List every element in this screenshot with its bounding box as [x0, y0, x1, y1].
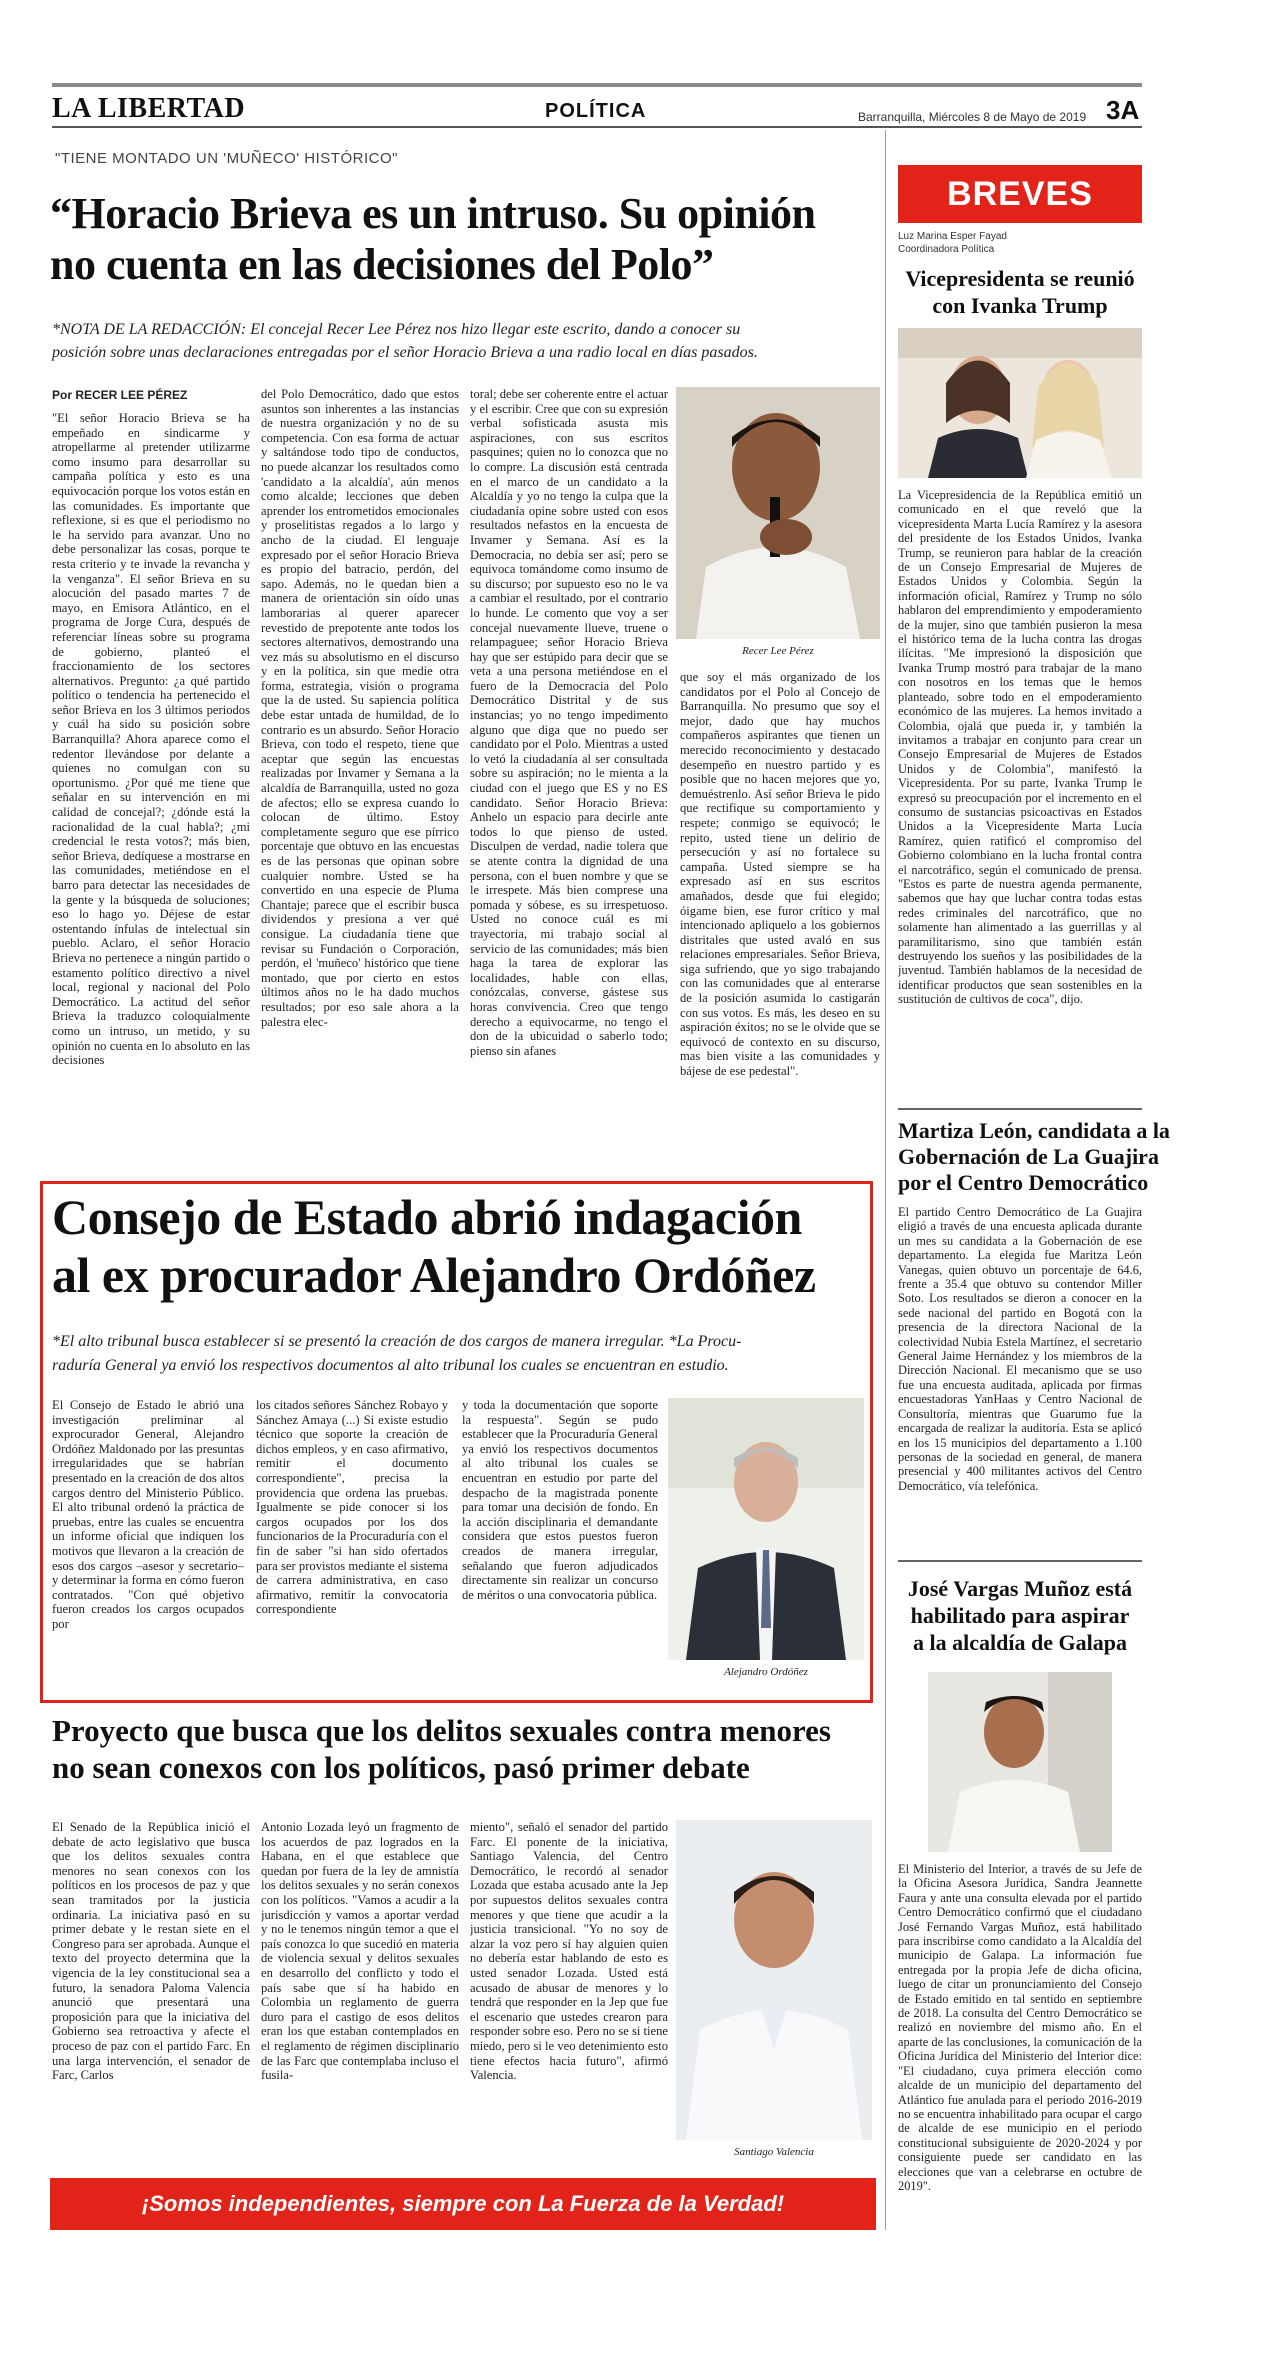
header-rule — [52, 126, 1142, 128]
breve2-headline — [898, 1118, 1170, 1196]
breve2-headline-line: Martiza León, candidata a la — [898, 1118, 1170, 1143]
recer-lee-portrait-icon — [676, 387, 880, 639]
page-number: 3A — [1106, 95, 1140, 125]
breve3-headline — [898, 1575, 1142, 1656]
breve2-body: El partido Centro Democrático de La Guajira eligió a través de una encuesta aplicada durante un mes su candidata a la Gobernación de ese departamento. La elegida fue Maritza León Vanegas, quien obtuvo un porcentaje de 64.6, frente a 35.4 que obtuvo su contendor Miller Soto. Los resultados se dieron a conocer en la sede nacional del partido en Bogotá con la presencia de la directora Nacional de la colectividad Nubia Estela Martínez, el secretario General Jaime Hernández y los miembros de la Dirección Nacional. El mecanismo que se uso fue una encuesta auditada, aplicada por firmas encuestadoras YanHaas y Centro Nacional de Consultoría, mientras que Guarumo fue la encargada de realizar la auditoría. Esta se aplicó en los 15 municipios del departamento a 1.100 personas de la sociedad en general, de manera presencial y 400 militantes activos del Centro Democrático, vía telefónica. — [898, 1205, 1142, 1493]
ordonez-caption: Alejandro Ordóñez — [724, 1666, 808, 1678]
breves-editor-role: Coordinadora Política — [898, 244, 995, 255]
main-kicker: "TIENE MONTADO UN 'MUÑECO' HISTÓRICO" — [55, 150, 398, 167]
breve1-headline — [898, 265, 1142, 319]
main-deck — [52, 318, 882, 364]
ivanka-photo — [898, 328, 1142, 478]
main-headline — [50, 188, 880, 290]
breve-rule-2 — [898, 1560, 1142, 1562]
ordonez-photo — [668, 1398, 864, 1660]
jose-vargas-photo — [928, 1672, 1112, 1852]
boxed-col-3: y toda la documentación que soporte la respuesta". Según se pudo establecer que la Procuraduría General ya envió los respectivos documentos al alto tribunal los cuales se encuentran en estudio por parte del despacho de la magistrada ponente para tomar una decisión de fondo. En la acción disciplinaria el demandante considera que estos puestos fueron creados de manera irregular, señalando que fueron adjudicados directamente sin realizar un concurso de méritos o una convocatoria pública. — [462, 1398, 658, 1602]
main-col-4: que soy el más organizado de los candidatos por el Polo al Concejo de Barranquilla. No presumo que soy el mejor, dado que hay muchos compañeros aspirantes que tienen un merecido reconocimiento y destacado desempeño en nuestro partido y es posible que no hacen mejores que yo, demuéstrenlo. Así señor Brieva le pido que rectifique su comportamiento y respete; conmigo se equivocó; le repito, usted tiene un delirio de persecución y así no fortalece su campaña. Usted siempre se ha expresado así en sus escritos amañados, desde que fui elegido; óigame bien, ese furor crítico y mal intencionado apliquelo a los gobiernos distritales que usted avaló en sus relaciones empresariales. Señor Brieva, siga sufriendo, que yo sigo trabajando con las comunidades que al enterarse de la posición asumida lo castigarán con sus votos. Es más, les deseo en su aspiración éxitos; no se le olvide que se equivocó de contexto en su discurso, mas bien visite a las comunidades y bájese de ese pedestal". — [680, 670, 880, 1079]
top-rule — [52, 83, 1142, 87]
breve3-headline-line: José Vargas Muñoz está — [907, 1576, 1133, 1601]
breve2-headline-line: por el Centro Democrático — [898, 1170, 1149, 1195]
santiago-valencia-portrait-icon — [676, 1820, 872, 2140]
breve3-body: El Ministerio del Interior, a través de su Jefe de la Oficina Asesora Jurídica, Sandra Jeannette Faura y ante una consulta elevada por el partido Centro Democrático confirmó que el ciudadano José Fernando Vargas Muñoz, está habilitado para inscribirse como candidato a la Alcaldía del municipio de Galapa. La información fue entregada por la propia Jefe de dicha oficina, luego de citar un pronunciamiento del Consejo de Estado emitido en tal sentido en septiembre de 2018. La consulta del Centro Democrático se realizó en noviembre del mismo año. En el aparte de las conclusiones, la comunicación de la Oficina Jurídica del Ministerio del Interior dice: "El ciudadano, cuya primera elección como alcalde de un municipio del departamento del Atlántico fue anulada para el periodo 2016-2019 no se encuentra inhabilitado para ocupar el cargo de alcalde de ese municipio en el periodo constitucional subsiguiente de 2020-2024 y por consiguiente puede ser candidato en las elecciones que van a celebrarse en octubre de 2019". — [898, 1862, 1142, 2193]
breves-label: BREVES — [947, 174, 1093, 213]
breve3-headline-line: a la alcaldía de Galapa — [913, 1630, 1127, 1655]
boxed-headline-line: al ex procurador Alejandro Ordóñez — [52, 1247, 816, 1303]
bottom-headline-line: no sean conexos con los políticos, pasó primer debate — [52, 1750, 750, 1785]
main-col-2: del Polo Democrático, dado que estos asuntos son inherentes a las instancias de nuestra organización y no de su competencia. Con esa forma de actuar y saltándose todo tipo de conductos, no puede alcanzar los resultados como 'candidato a la alcaldía', aún menos como alcalde; lecciones que deben aprender los entrometidos emocionales y proselitistas regados a lo largo y ancho de la ciudad. El lenguaje expresado por el señor Horacio Brieva es propio del batracio, perdón, del sapo. Además, no le quedan bien a manera de orientación sin oído unas lamborarias al querer aparecer revestido de prepotente ante todos los sectores alternativos, demostrando una vez más su absolutismo en el discurso y en la política, sin que medie otra forma, estrategia, visión o programa que la de usted. Su sapiencia política debe estar untada de humildad, de lo contrario es un absurdo. Señor Horacio Brieva, con todo el respeto, tiene que aceptar que según las encuestas realizadas por Invamer y Semana a la alcaldía de Barranquilla, usted no goza de afectos; ello se expresa cuando lo colocan de último. Estoy completamente seguro que ese pírrico porcentaje que obtuvo en las encuestas es de las personas que opinan sobre cualquier nombre. Usted se ha convertido en una especie de Pluma Chantaje; parece que el escribir busca dividendos y presiona a ver qué consigue. La ciudadanía tiene que revisar su Fundación o Corporación, perdón, el 'muñeco' histórico que tiene montado, que por cierto en estos últimos años no le ha dado muchos resultados; por eso sale ahora a la palestra elec- — [261, 387, 459, 1029]
slogan-text: ¡Somos independientes, siempre con La Fuerza de la Verdad! — [141, 2191, 785, 2216]
main-deck-line: *NOTA DE LA REDACCIÓN: El concejal Recer Lee Pérez nos hizo llegar este escrito, dando a conocer su — [52, 321, 741, 338]
paper-name: LA LIBERTAD — [52, 93, 246, 124]
boxed-deck-line: *El alto tribunal busca establecer si se presentó la creación de dos cargos de manera irregular. *La Procu- — [52, 1333, 742, 1350]
main-headline-line: “Horacio Brieva es un intruso. Su opinión — [50, 189, 816, 238]
breves-editor-name: Luz Marina Esper Fayad — [898, 231, 1007, 242]
bottom-col-1: El Senado de la República inició el debate de acto legislativo que busca que los delitos sexuales contra menores no sean conexos con los políticos en los procesos de paz y que sean tramitados por la justicia ordinaria. La iniciativa pasó en su primer debate y le restan siete en el Congreso para ser aprobada. Aunque el texto del proyecto determina que la vigencia de la ley constitucional sea a futuro, la senadora Paloma Valencia anunció que presentará una proposición para que la iniciativa del Gobierno sea retroactiva y afecte el proceso de paz con el partido Farc. En una larga intervención, el senador de Farc, Carlos — [52, 1820, 250, 2083]
boxed-col-1: El Consejo de Estado le abrió una investigación preliminar al exprocurador General, Alejandro Ordóñez Maldonado por las presuntas irregularidades que se habrían presentado en la creación de dos altos cargos dentro del Ministerio Público. El alto tribunal ordenó la práctica de pruebas, entre las cuales se encuentra un informe oficial que indiquen los motivos que llevaron a la creación de esos dos cargos –asesor y secretario– y determinar la forma en cómo fueron contratados. "Con qué objetivo fueron creados los cargos ocupados por — [52, 1398, 244, 1631]
breves-banner — [898, 165, 1142, 223]
breve-rule-1 — [898, 1108, 1142, 1110]
jose-vargas-portrait-icon — [928, 1672, 1112, 1852]
bottom-headline-line: Proyecto que busca que los delitos sexuales contra menores — [52, 1713, 831, 1748]
recer-lee-caption: Recer Lee Pérez — [742, 645, 814, 657]
main-deck-line: posición sobre unas declaraciones entregadas por el señor Horacio Brieva a una radio local en días pasados. — [52, 344, 758, 361]
breve1-headline-line: Vicepresidenta se reunió — [905, 266, 1135, 291]
bottom-headline — [52, 1712, 877, 1786]
boxed-headline — [52, 1188, 867, 1304]
slogan-banner — [50, 2178, 876, 2230]
vice-president-ivanka-photo-icon — [898, 328, 1142, 478]
main-byline: Por RECER LEE PÉREZ — [52, 388, 188, 402]
ordonez-portrait-icon — [668, 1398, 864, 1660]
boxed-col-2: los citados señores Sánchez Robayo y Sánchez Amaya (...) Si existe estudio técnico que soporte la creación de dichos empleos, y en caso afirmativo, remitir el documento correspondiente", precisa la providencia que ordena las pruebas. Igualmente se pide conocer si los cargos ocupados por los dos funcionarios de la Procuraduría con el fin de saber "si han sido ofertados para ser provistos mediante el sistema de carrera administrativa, en caso afirmativo, remitir la convocatoria correspondiente — [256, 1398, 448, 1617]
bottom-col-2: Antonio Lozada leyó un fragmento de los acuerdos de paz logrados en la Habana, en el que establece que quedan por fuera de la ley de amnistía los delitos sexuales y no serán conexos con los políticos. "Vamos a acudir a la jurisdicción y vamos a aportar verdad y no le tenemos ningún temor a que el país conozca lo que sucedió en materia de violencia sexual y delitos sexuales en desarrollo del conflicto y todo el país sabe que sí ha habido en Colombia un reglamento de guerra duro para el castigo de esos delitos eran los que estaban contemplados en el reglamento de régimen disciplinario de las Farc que contemplaba incluso el fusila- — [261, 1820, 459, 2083]
breve2-headline-line: Gobernación de La Guajira — [898, 1144, 1159, 1169]
main-col-3: toral; debe ser coherente entre el actuar y el escribir. Cree que con su expresión verbal sofisticada asusta mis aspiraciones, con sus escritos pasquines; quien no lo conozca que no lo compre. La discusión está centrada en el marco de un candidato a la Alcaldía y yo no tengo la culpa que la ciudadanía opine sobre usted con esos resultados nefastos en la encuesta de Invamer y Semana. Así es la Democracia, no debía ser así; pero se equivoca tomándome como insumo de su discurso; por supuesto eso no le va a cambiar el resultado, por el contrario lo hunde. Le comento que voy a ser concejal nuevamente llueve, truene o relampaguee; señor Horacio Brieva hay que ser estúpido para decir que se veta a una persona metiéndose en el fuero de la Democracia del Polo Democrático Distrital y de sus instancias; yo no tengo impedimento alguno que diga que no puedo ser candidato por el Polo. Mientras a usted lo vetó la ciudadanía al ser consultada sobre su aspiración; no le mienta a la ciudad con el juego que ES y no ES candidato. Señor Horacio Brieva: Anhelo un espacio para decirle ante todos lo que pienso de usted. Disculpen de verdad, nadie tolera que se atente contra la dignidad de una persona, con el buen nombre y que se le irrespete. Más bien comprese una pomada y sóbese, es su irrespetuoso. Usted no conoce cuál es mi trayectoria, mi trabajo social al servicio de las comunidades; más bien haga la tarea de explorar las localidades, hable con ellas, conózcalas, converse, gástese sus horas convivencia. Creo que tengo derecho a equivocarme, no tengo el don de la ubicuidad o saberlo todo; pienso sin afanes — [470, 387, 668, 1058]
main-headline-line: no cuenta en las decisiones del Polo” — [50, 240, 714, 289]
main-col-1: "El señor Horacio Brieva se ha empeñado en sindicarme y atropellarme al pretender utilizarme como insumo para desarrollar su campaña política y esto es una equivocación porque los votos están en las comunidades. Es importante que reflexione, si es que el periodismo no le ha servido para avanzar. Uno no debe personalizar las cosas, porque te resta criterio y te invade la revancha y la venganza". El señor Brieva en su alocución del pasado martes 7 de mayo, en Emisora Atlántico, en el programa de Jorge Cura, después de referenciar líneas sobre su programa de gobierno, planteó el fraccionamiento de los sectores alternativos. Pregunto: ¿a qué partido político o tendencia ha pertenecido el señor Brieva en los 3 últimos periodos y cuál ha sido su posición sobre Barranquilla? Ahora aparece como el redentor llevándose por delante a quienes no comulgan con su oportunismo. ¿Por qué me tiene que señalar en su intervención en mi calidad de concejal?; ¿dónde está la racionalidad de la cual habla?; ¿mi credencial le resta votos?; más bien, señor Brieva, dedíquese a mostrarse en las comunidades, metiéndose en el barro para detectar las necesidades de la gente y la búsqueda de soluciones; eso lo hago yo. Déjese de estar ostentando ínfulas de intelectual sin pueblo. Aclaro, el señor Horacio Brieva no pertenece a ningún partido o estamento político directivo a nivel local, regional y nacional del Polo Democrático. La actitud del señor Brieva la traduzco coloquialmente como un intruso, un metido, y su opinión no cuenta en lo absoluto en las decisiones — [52, 411, 250, 1068]
section-name: POLÍTICA — [545, 100, 647, 122]
recer-lee-photo — [676, 387, 880, 639]
date-line: Barranquilla, Miércoles 8 de Mayo de 2019 — [858, 110, 1087, 124]
santiago-valencia-caption: Santiago Valencia — [734, 2146, 814, 2158]
boxed-deck-line: raduría General ya envió los respectivos documentos al alto tribunal los cuales se encuentran en estudio. — [52, 1357, 729, 1374]
bottom-col-3: miento", señaló el senador del partido Farc. El ponente de la iniciativa, Santiago Valencia, del Centro Democrático, le recordó al senador Lozada que estaba acusado ante la Jep por supuestos delitos sexuales contra menores y que tiene que acudir a la justicia transicional. "Yo no soy de alzar la voz pero sí hay alguien quien no debería estar hablando de esto es usted senador Lozada. Usted está acusado de abusar de menores y lo tendrá que responder en la Jep que fue el escenario que ustedes crearon para responder sobre eso. Pero no se si tiene miedo, pero si le veo detenimiento esto tiene efectos hacia futuro", afirmó Valencia. — [470, 1820, 668, 2083]
breve1-headline-line: con Ivanka Trump — [932, 293, 1108, 318]
santiago-valencia-photo — [676, 1820, 872, 2140]
breve3-headline-line: habilitado para aspirar — [910, 1603, 1130, 1628]
sidebar-divider — [885, 130, 886, 2230]
boxed-deck — [52, 1330, 867, 1378]
boxed-headline-line: Consejo de Estado abrió indagación — [52, 1189, 802, 1245]
breve1-body: La Vicepresidencia de la República emitió un comunicado en el que reveló que la vicepresidenta Marta Lucía Ramírez y la asesora del presidente de los Estados Unidos, Ivanka Trump, se reunieron para hablar de la creación de un Consejo Empresarial de Mujeres de Estados Unidos y Colombia. Según la información oficial, Ramírez y Trump no sólo hablaron del emprendimiento y empoderamiento de la mujer, sino que también pusieron la mesa el histórico tema de la lucha contra las drogas ilícitas. "Me impresionó la disposición que Ivanka Trump mostró para trabajar de la mano con nosotros en los temas que le hemos planteado, sobre todo en el empoderamiento económico de las mujeres. La hemos invitado a Colombia, ojalá que pueda ir, y también la invitamos a trabajar en conjunto para crear un Consejo Empresarial de Mujeres de Estados Unidos y de Colombia", manifestó la Vicepresidenta. Por su parte, Ivanka Trump le expresó su preocupación por el incremento en el consumo de sustancias psicoactivas en Estados Unidos a la Vicepresidente Marta Lucía Ramírez, quien ratificó el compromiso del Gobierno colombiano en la lucha frontal contra el narcotráfico, según el comunicado de prensa. "Estos es parte de nuestra agenda permanente, sabemos que hay que luchar contra todas estas redes criminales del narcotráfico, que no solamente han alimentado a las guerrillas y al paramilitarismo, sino que también están destruyendo los sueños y las posibilidades de la juventud. También hablamos de la necesidad de identificar productos que sean sostenibles en la sustitución de cultivos de coca", dijo. — [898, 488, 1142, 1007]
